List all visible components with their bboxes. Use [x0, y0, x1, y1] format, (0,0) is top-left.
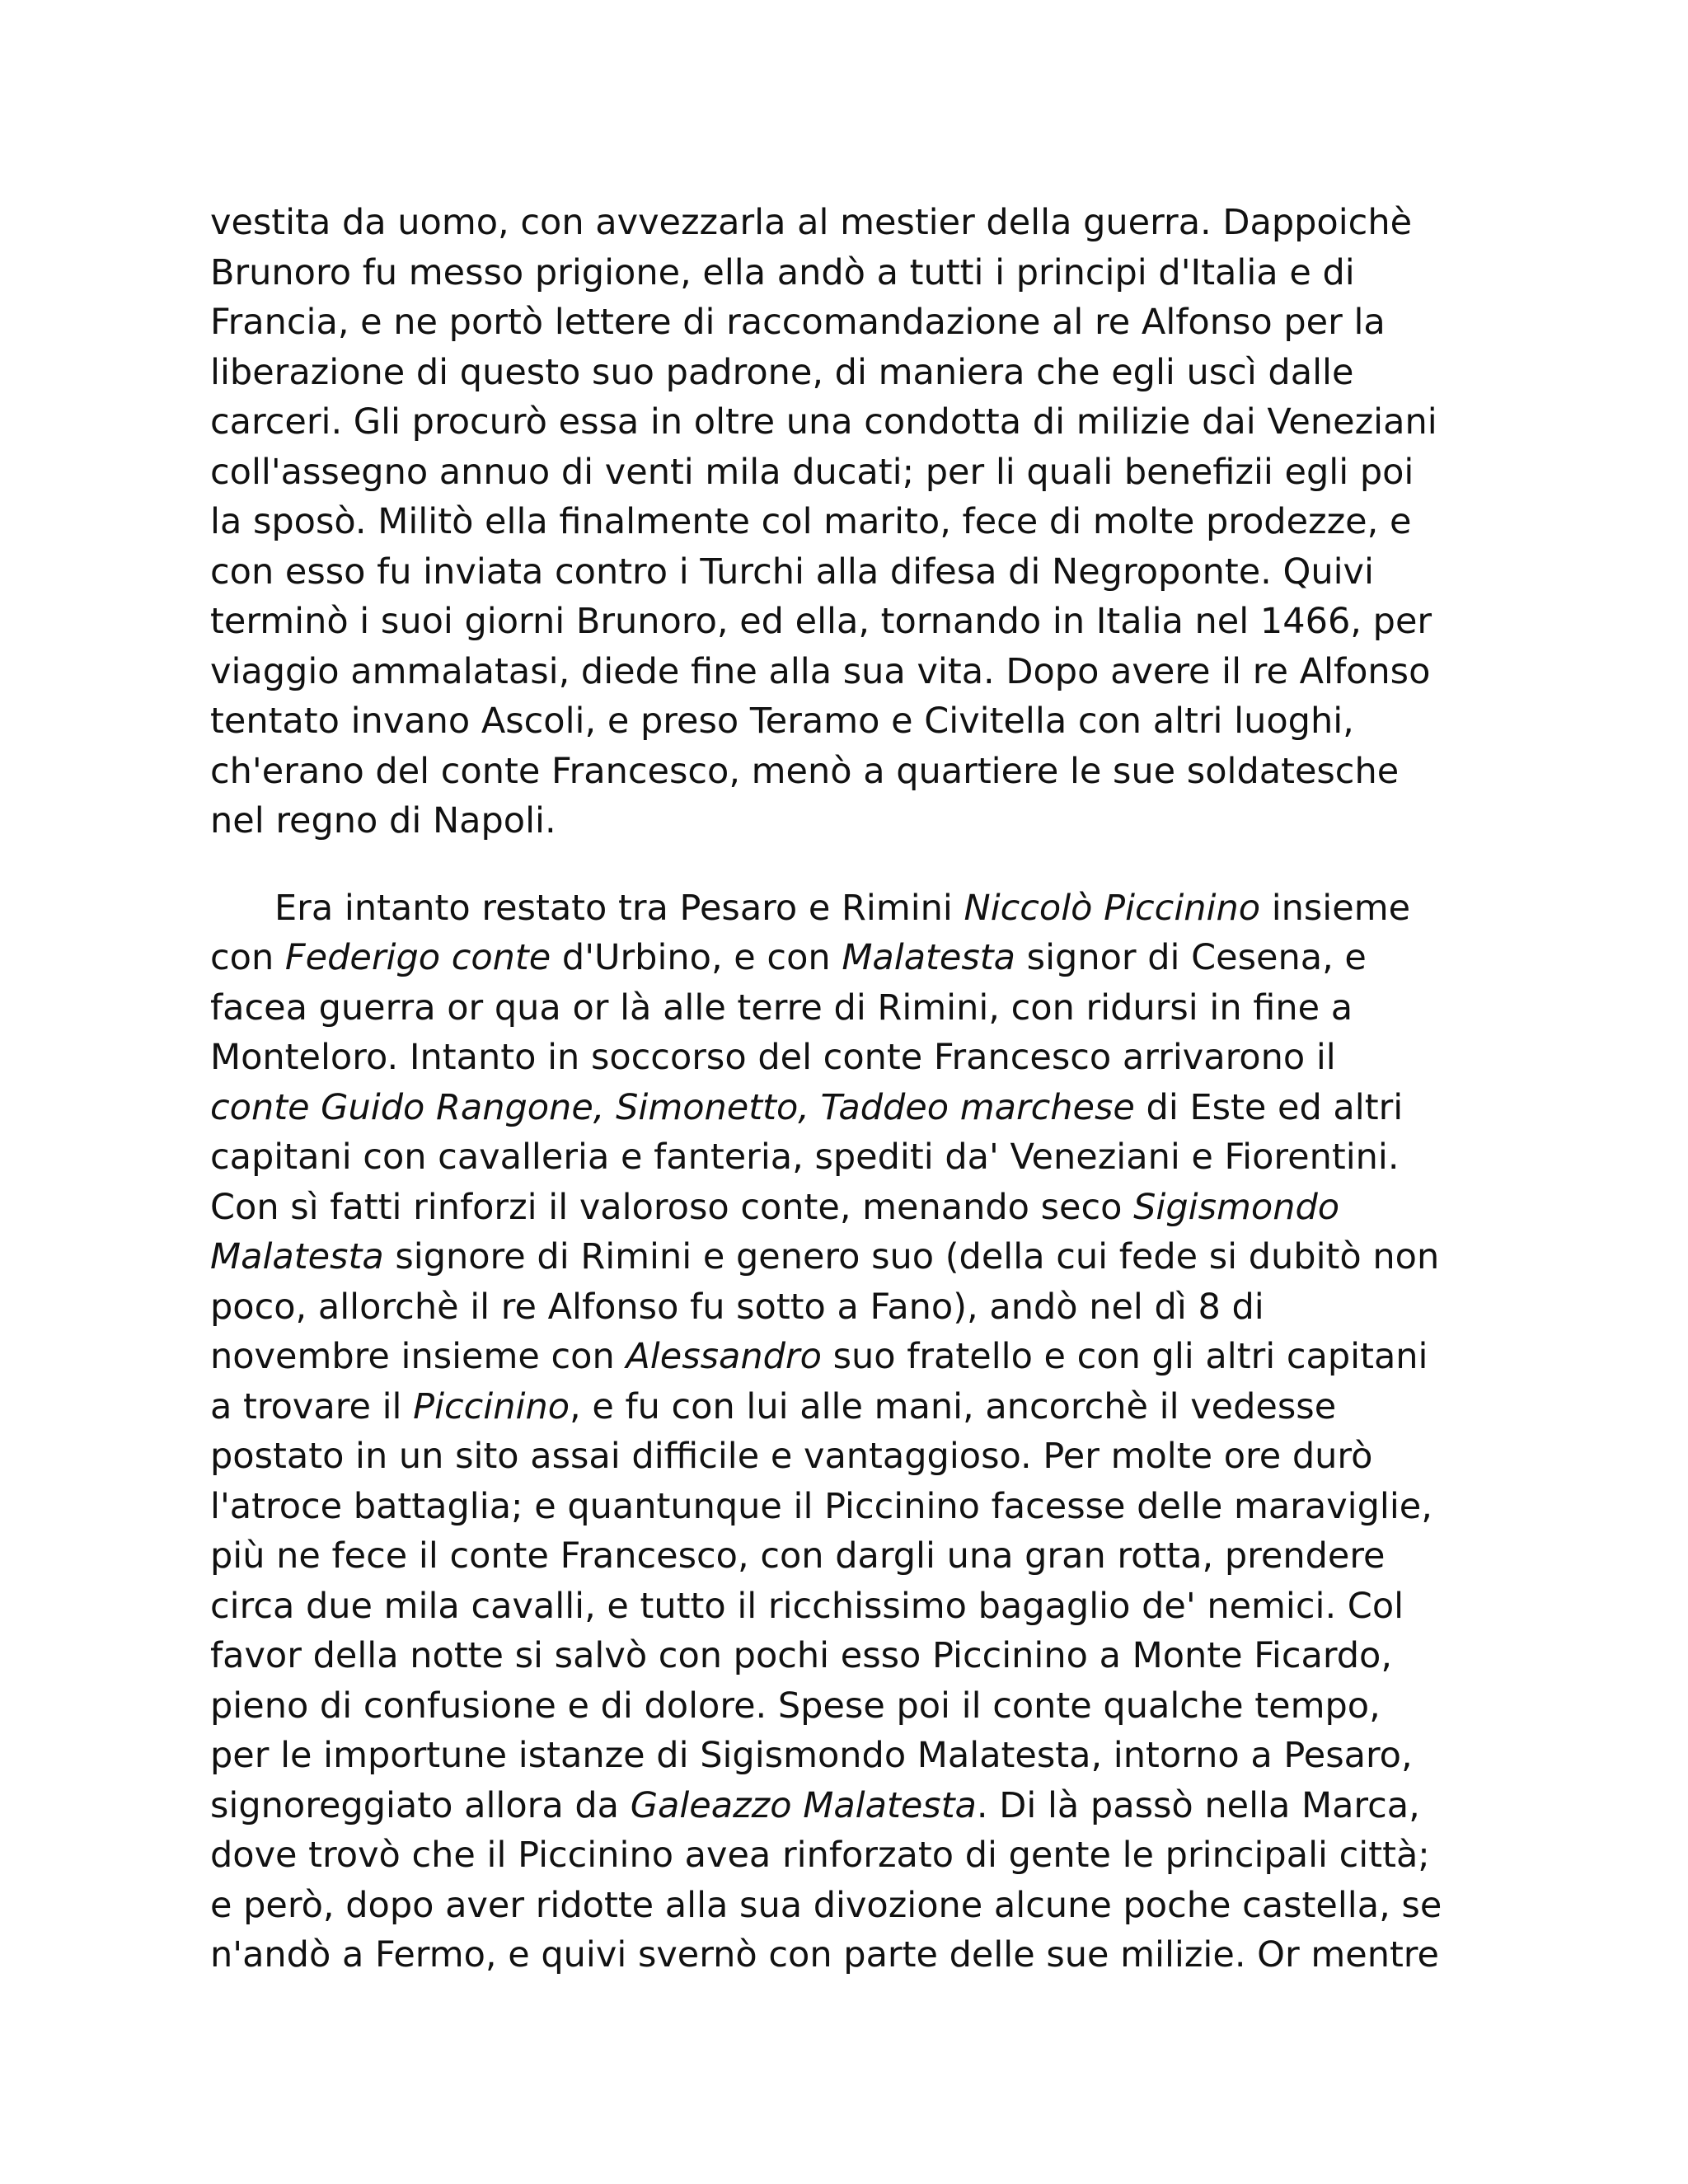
- text-segment: nel regno di Napoli.: [210, 800, 556, 841]
- text-line: [210, 883, 1496, 934]
- text-line: [210, 1482, 1496, 1532]
- text-segment: . Di là passò nella Marca,: [976, 1784, 1420, 1826]
- text-segment: coll'assegno annuo di venti mila ducati; per li quali benefizii egli poi: [210, 451, 1414, 493]
- italic-name: Galeazzo Malatesta: [630, 1784, 977, 1826]
- text-segment: Brunoro fu messo prigione, ella andò a tutti i principi d'Italia e di: [210, 251, 1355, 293]
- text-line: [210, 1083, 1496, 1133]
- italic-name: Niccolò Piccinino: [964, 887, 1261, 929]
- text-line: [210, 248, 1496, 298]
- text-segment: carceri. Gli procurò essa in oltre una condotta di milizie dai Veneziani: [210, 401, 1437, 443]
- text-segment: Era intanto restato tra Pesaro e Rimini: [274, 887, 964, 929]
- text-line: [210, 547, 1496, 598]
- text-segment: pieno di confusione e di dolore. Spese poi il conte qualche tempo,: [210, 1685, 1381, 1727]
- text-segment: poco, allorchè il re Alfonso fu sotto a Fano), andò nel dì 8 di: [210, 1286, 1264, 1328]
- text-line: [210, 1631, 1496, 1681]
- text-line: [210, 747, 1496, 797]
- text-line: [210, 1033, 1496, 1083]
- text-line: [210, 983, 1496, 1033]
- text-line: [210, 1531, 1496, 1582]
- text-segment: liberazione di questo suo padrone, di maniera che egli uscì dalle: [210, 351, 1354, 393]
- text-segment: terminò i suoi giorni Brunoro, ed ella, tornando in Italia nel 1466, per: [210, 601, 1432, 642]
- text-segment: Monteloro. Intanto in soccorso del conte Francesco arrivarono il: [210, 1037, 1336, 1078]
- text-line: [210, 1582, 1496, 1632]
- text-line: [210, 1282, 1496, 1333]
- text-segment: per le importune istanze di Sigismondo Malatesta, intorno a Pesaro,: [210, 1735, 1413, 1776]
- text-segment: la sposò. Militò ella finalmente col marito, fece di molte prodezze, e: [210, 501, 1412, 542]
- text-line: [210, 198, 1496, 248]
- text-segment: signoreggiato allora da: [210, 1784, 631, 1826]
- text-line: [210, 597, 1496, 647]
- text-segment: dove trovò che il Piccinino avea rinforzato di gente le principali città;: [210, 1835, 1430, 1876]
- text-segment: con: [210, 937, 285, 978]
- text-segment: , e fu con lui alle mani, ancorchè il vedesse: [570, 1385, 1337, 1427]
- text-segment: postato in un sito assai difficile e vantaggioso. Per molte ore durò: [210, 1436, 1373, 1477]
- text-line: [210, 448, 1496, 498]
- text-segment: di Este ed altri: [1134, 1086, 1404, 1128]
- text-segment: più ne fece il conte Francesco, con dargli una gran rotta, prendere: [210, 1535, 1386, 1577]
- text-segment: favor della notte si salvò con pochi esso Piccinino a Monte Ficardo,: [210, 1635, 1393, 1676]
- text-segment: d'Urbino, e con: [551, 937, 842, 978]
- text-segment: vestita da uomo, con avvezzarla al mestier della guerra. Dappoichè: [210, 202, 1413, 243]
- text-line: [210, 1681, 1496, 1732]
- text-segment: circa due mila cavalli, e tutto il ricchissimo bagaglio de' nemici. Col: [210, 1585, 1404, 1627]
- italic-name: Malatesta: [210, 1236, 384, 1277]
- text-line: [210, 497, 1496, 547]
- text-segment: con esso fu inviata contro i Turchi alla difesa di Negroponte. Quivi: [210, 551, 1374, 593]
- italic-name: Alessandro: [626, 1336, 822, 1377]
- text-line: [210, 647, 1496, 697]
- italic-name: Piccinino: [413, 1385, 570, 1427]
- text-segment: Francia, e ne portò lettere di raccomandazione al re Alfonso per la: [210, 302, 1386, 343]
- text-line: [210, 1132, 1496, 1183]
- text-segment: ch'erano del conte Francesco, menò a quartiere le sue soldatesche: [210, 750, 1400, 792]
- text-line: [210, 1930, 1496, 1980]
- text-segment: insieme: [1260, 887, 1411, 929]
- text-segment: capitani con cavalleria e fanteria, spediti da' Veneziani e Fiorentini.: [210, 1137, 1400, 1178]
- text-segment: signore di Rimini e genero suo (della cui fede si dubitò non: [383, 1236, 1440, 1277]
- text-line: [210, 1432, 1496, 1482]
- text-line: [210, 1332, 1496, 1382]
- italic-name: conte Guido Rangone, Simonetto, Taddeo marchese: [210, 1086, 1135, 1128]
- text-line: [210, 397, 1496, 448]
- text-segment: a trovare il: [210, 1385, 414, 1427]
- text-segment: signor di Cesena, e: [1015, 937, 1367, 978]
- text-segment: l'atroce battaglia; e quantunque il Piccinino facesse delle maraviglie,: [210, 1485, 1432, 1527]
- text-line: [210, 933, 1496, 983]
- text-line: [210, 1183, 1496, 1233]
- text-segment: facea guerra or qua or là alle terre di Rimini, con ridursi in fine a: [210, 987, 1353, 1029]
- paragraph: [210, 198, 1496, 846]
- text-segment: novembre insieme con: [210, 1336, 626, 1377]
- italic-name: Sigismondo: [1133, 1186, 1340, 1228]
- text-line: [210, 1232, 1496, 1282]
- text-segment: viaggio ammalatasi, diede fine alla sua vita. Dopo avere il re Alfonso: [210, 650, 1431, 692]
- paragraph: [210, 883, 1496, 1980]
- text-line: [210, 696, 1496, 747]
- paragraph-gap: [210, 846, 1496, 883]
- text-line: [210, 1881, 1496, 1931]
- text-segment: tentato invano Ascoli, e preso Teramo e Civitella con altri luoghi,: [210, 701, 1354, 742]
- text-line: [210, 1731, 1496, 1781]
- italic-name: Malatesta: [842, 937, 1015, 978]
- text-segment: Con sì fatti rinforzi il valoroso conte, menando seco: [210, 1186, 1134, 1228]
- text-line: [210, 1382, 1496, 1432]
- text-segment: suo fratello e con gli altri capitani: [821, 1336, 1428, 1377]
- text-line: [210, 1781, 1496, 1831]
- italic-name: Federigo conte: [284, 937, 551, 978]
- body-text: [210, 198, 1496, 1980]
- text-line: [210, 1830, 1496, 1881]
- text-segment: n'andò a Fermo, e quivi svernò con parte delle sue milizie. Or mentre: [210, 1934, 1439, 1975]
- text-line: [210, 298, 1496, 348]
- text-line: [210, 796, 1496, 846]
- text-segment: e però, dopo aver ridotte alla sua divozione alcune poche castella, se: [210, 1884, 1442, 1926]
- text-line: [210, 348, 1496, 398]
